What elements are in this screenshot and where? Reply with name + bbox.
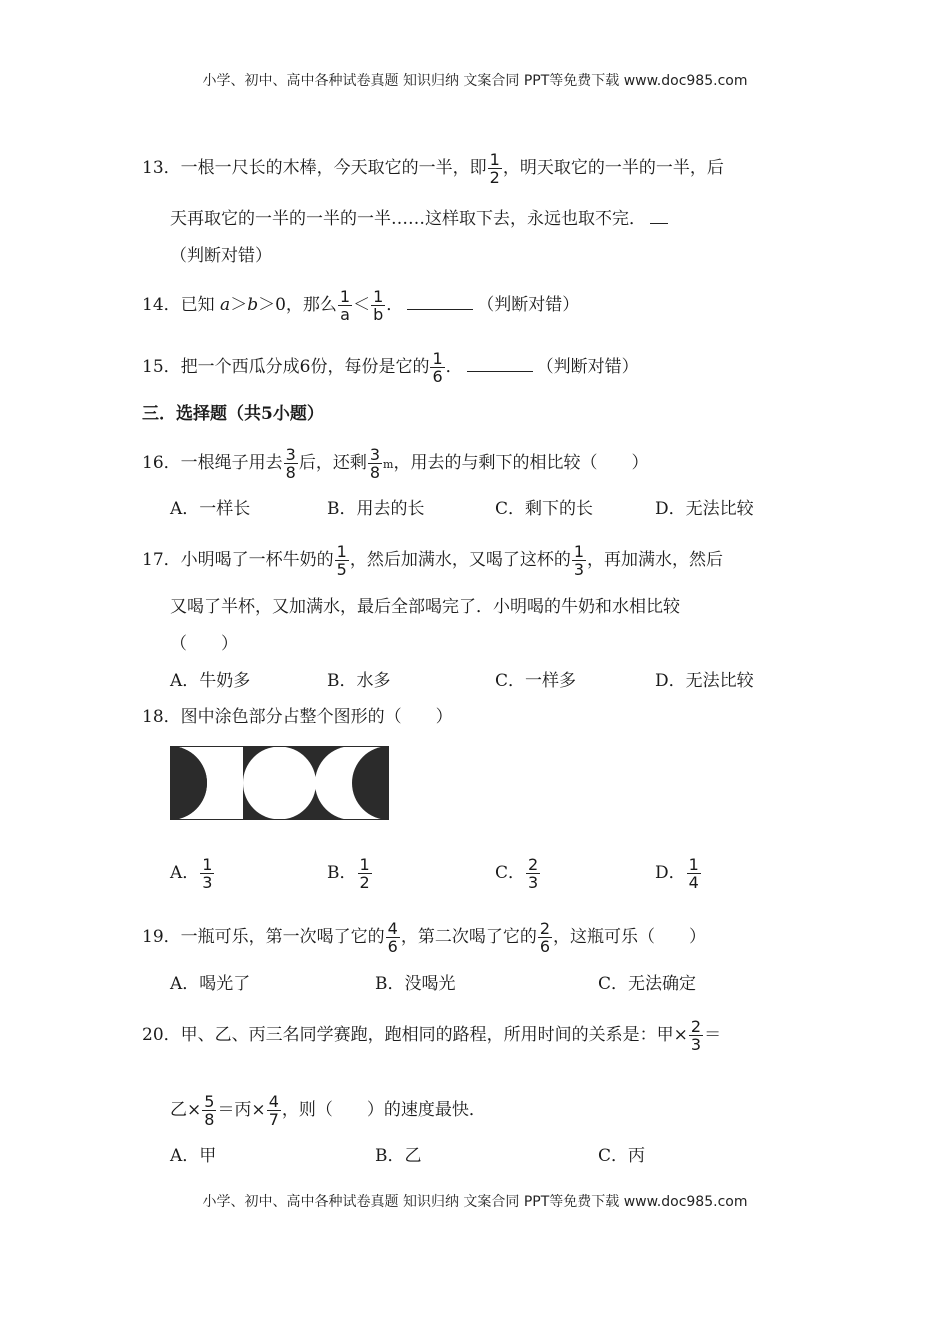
question-14: 14．已知 a＞b＞0，那么 $\frac{1}{a}$ ＜ $\frac{1}{b}$ ． （判断对错）	[142, 287, 580, 324]
fraction: $\frac{4}{7}$	[268, 1092, 279, 1129]
option-c[interactable]: C．丙	[598, 1146, 646, 1166]
option-a[interactable]: A．甲	[170, 1146, 217, 1166]
question-15: 15．把一个西瓜分成6份，每份是它的 $\frac{1}{6}$ ． （判断对错）	[142, 349, 639, 386]
option-a[interactable]: A． $\frac{1}{3}$	[170, 855, 213, 892]
question-number: 16．	[142, 453, 181, 473]
option-a[interactable]: A．喝光了	[170, 974, 251, 994]
question-number: 13．	[142, 158, 181, 178]
answer-blank[interactable]	[407, 293, 473, 310]
fraction: $\frac{1}{6}$	[432, 349, 443, 386]
fraction: $\frac{3}{8}$	[369, 445, 381, 482]
question-19: 19．一瓶可乐，第一次喝了它的 $\frac{4}{6}$ ，第二次喝了它的 $\frac{2}{6}$ ，这瓶可乐（ ）	[142, 919, 707, 956]
option-a[interactable]: A．牛奶多	[170, 671, 251, 691]
fraction: $\frac{1}{2}$	[489, 150, 500, 187]
option-d[interactable]: D． $\frac{1}{4}$	[655, 855, 699, 892]
option-b[interactable]: B．乙	[375, 1146, 422, 1166]
option-b[interactable]: B．没喝光	[375, 974, 456, 994]
shaded-figure	[170, 746, 389, 820]
question-17-line-1: 17．小明喝了一杯牛奶的 $\frac{1}{5}$ ，然后加满水，又喝了这杯的 $\frac{1}{3}$ ，再加满水，然后	[142, 542, 724, 579]
page-footer: 小学、初中、高中各种试卷真题 知识归纳 文案合同 PPT等免费下载 www.doc985.com	[202, 1194, 748, 1210]
option-c[interactable]: C． $\frac{2}{3}$	[495, 855, 539, 892]
question-number: 19．	[142, 927, 181, 947]
fraction: $\frac{5}{8}$	[204, 1092, 215, 1129]
question-20-line-2: 乙× $\frac{5}{8}$ ＝丙× $\frac{4}{7}$ ，则（ ）的速度最快．	[170, 1092, 486, 1129]
question-18: 18．图中涂色部分占整个图形的（ ）	[142, 707, 453, 727]
option-c[interactable]: C．一样多	[495, 671, 577, 691]
section-title: 三．选择题（共5小题）	[142, 404, 324, 424]
fraction: $\frac{1}{5}$	[336, 542, 347, 579]
fraction: $\frac{2}{6}$	[539, 919, 551, 956]
option-a[interactable]: A．一样长	[170, 499, 251, 519]
question-number: 14．	[142, 295, 181, 315]
option-b[interactable]: B． $\frac{1}{2}$	[327, 855, 370, 892]
fraction: $\frac{4}{6}$	[387, 919, 398, 956]
option-b[interactable]: B．水多	[327, 671, 391, 691]
question-13-line-2: 天再取它的一半的一半的一半……这样取下去，永远也取不完．	[170, 207, 672, 231]
fraction: $\frac{3}{8}$	[285, 445, 296, 482]
question-number: 17．	[142, 550, 181, 570]
page-header: 小学、初中、高中各种试卷真题 知识归纳 文案合同 PPT等免费下载 www.doc985.com	[202, 73, 748, 89]
question-number: 15．	[142, 357, 181, 377]
answer-blank[interactable]	[650, 207, 668, 224]
question-13-line-1: 13．一根一尺长的木棒，今天取它的一半，即 $\frac{1}{2}$ ，明天取它的一半的一半，后	[142, 150, 724, 187]
option-d[interactable]: D．无法比较	[655, 671, 754, 691]
question-13-line-3: （判断对错）	[170, 246, 272, 266]
question-number: 20．	[142, 1025, 181, 1045]
answer-blank[interactable]	[467, 355, 533, 372]
question-17-line-2: 又喝了半杯，又加满水，最后全部喝完了．小明喝的牛奶和水相比较	[170, 597, 680, 617]
fraction: $\frac{1}{3}$	[573, 542, 585, 579]
fraction: $\frac{1}{a}$	[339, 287, 351, 324]
option-b[interactable]: B．用去的长	[327, 499, 425, 519]
fraction: $\frac{2}{3}$	[690, 1017, 702, 1054]
option-c[interactable]: C．无法确定	[598, 974, 697, 994]
option-d[interactable]: D．无法比较	[655, 499, 754, 519]
question-number: 18．	[142, 707, 181, 727]
option-c[interactable]: C．剩下的长	[495, 499, 594, 519]
question-17-line-3: （ ）	[170, 634, 238, 654]
question-20-line-1: 20．甲、乙、丙三名同学赛跑，跑相同的路程，所用时间的关系是：甲× $\frac{2}{3}$ ＝	[142, 1017, 722, 1054]
question-16: 16．一根绳子用去 $\frac{3}{8}$ 后，还剩 $\frac{3}{8}$ m，用去的与剩下的相比较（ ）	[142, 445, 649, 482]
fraction: $\frac{1}{b}$	[373, 287, 384, 324]
